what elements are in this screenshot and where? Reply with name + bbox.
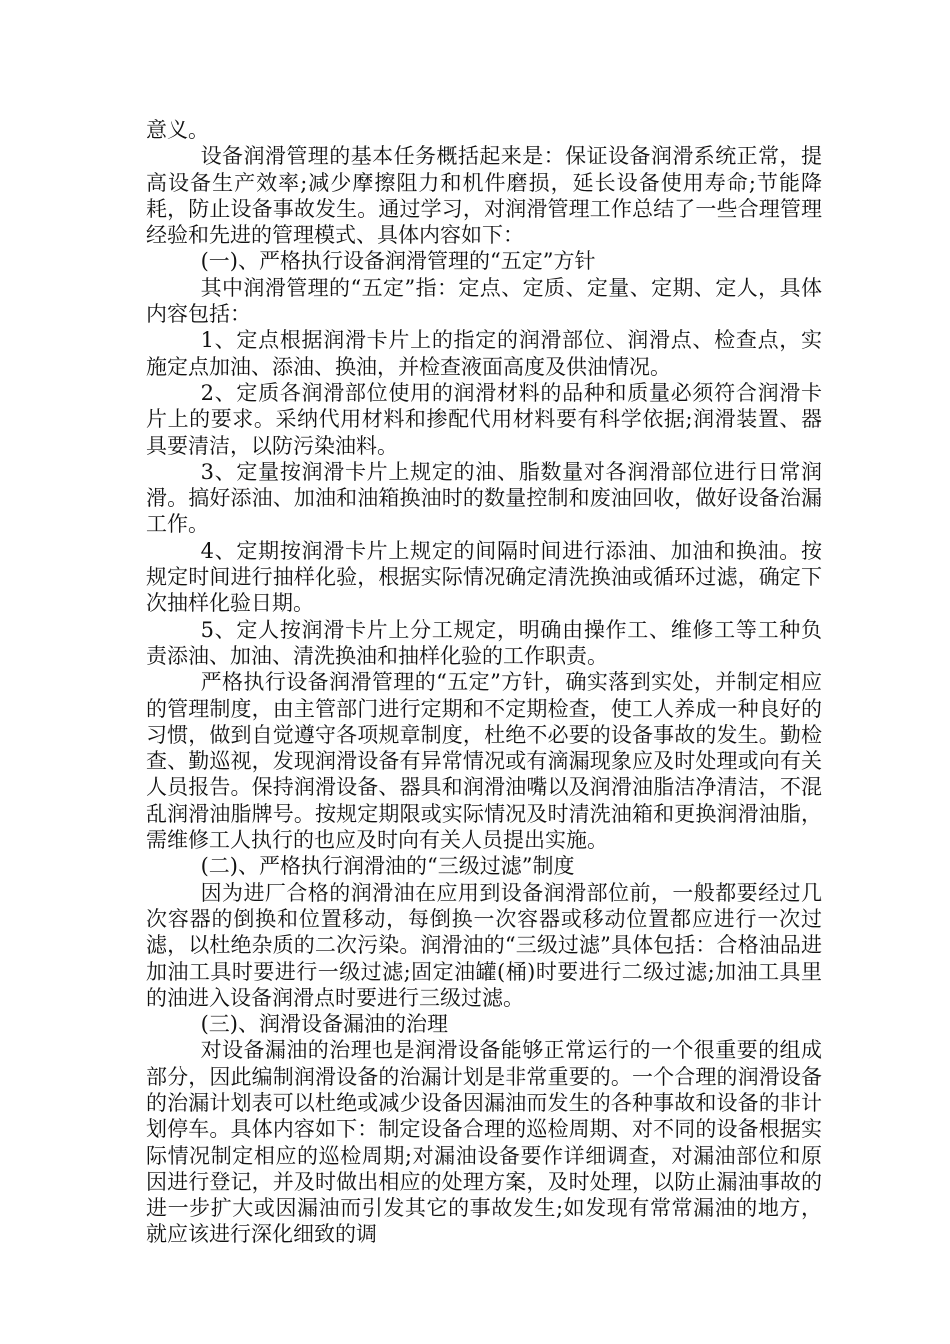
paragraph-continuation: 意义。 xyxy=(146,118,209,142)
list-item-fixed-point: 1、定点根据润滑卡片上的指定的润滑部位、润滑点、检查点，实施定点加油、添油、换油，并检查液面高度及供油情况。 xyxy=(146,328,822,379)
section-heading-five-fixed: (一)、严格执行设备润滑管理的“五定”方针 xyxy=(200,249,596,274)
section-heading-three-filtration: (二)、严格执行润滑油的“三级过滤”制度 xyxy=(200,854,575,879)
list-item-fixed-period: 4、定期按润滑卡片上规定的间隔时间进行添油、加油和换油。按规定时间进行抽样化验，根据实际情况确定清洗换油或循环过滤，确定下次抽样化验日期。 xyxy=(146,538,822,616)
list-item-fixed-quality: 2、定质各润滑部位使用的润滑材料的品种和质量必须符合润滑卡片上的要求。采纳代用材料和掺配代用材料要有科学依据;润滑装置、器具要清洁，以防污染油料。 xyxy=(146,380,822,458)
paragraph-lubrication-tasks: 设备润滑管理的基本任务概括起来是：保证设备润滑系统正常，提高设备生产效率;减少摩擦阻力和机件磨损，延长设备使用寿命;节能降耗，防止设备事故发生。通过学习，对润滑管理工作总结了一些合理管理经验和先进的管理模式、具体内容如下： xyxy=(146,144,822,248)
paragraph-five-fixed-execution: 严格执行设备润滑管理的“五定”方针，确实落到实处，并制定相应的管理制度，由主管部门进行定期和不定期检查，使工人养成一种良好的习惯，做到自觉遵守各项规章制度，杜绝不必要的设备事故的发生。勤检查、勤巡视，发现润滑设备有异常情况或有滴漏现象应及时处理或向有关人员报告。保持润滑设备、器具和润滑油嘴以及润滑油脂洁净清洁，不混乱润滑油脂牌号。按规定期限或实际情况及时清洗油箱和更换润滑油脂，需维修工人执行的也应及时向有关人员提出实施。 xyxy=(146,670,822,853)
paragraph-three-filtration: 因为进厂合格的润滑油在应用到设备润滑部位前，一般都要经过几次容器的倒换和位置移动，每倒换一次容器或移动位置都应进行一次过滤，以杜绝杂质的二次污染。润滑油的“三级过滤”具体包括：合格油品进加油工具时要进行一级过滤;固定油罐(桶)时要进行二级过滤;加油工具里的油进入设备润滑点时要进行三级过滤。 xyxy=(146,880,822,1010)
document-body xyxy=(146,117,822,1248)
paragraph-leak-treatment: 对设备漏油的治理也是润滑设备能够正常运行的一个很重要的组成部分，因此编制润滑设备的治漏计划是非常重要的。一个合理的润滑设备的治漏计划表可以杜绝或减少设备因漏油而发生的各种事故和设备的非计划停车。具体内容如下：制定设备合理的巡检周期、对不同的设备根据实际情况制定相应的巡检周期;对漏油设备要作详细调查，对漏油部位和原因进行登记，并及时做出相应的处理方案，及时处理，以防止漏油事故的进一步扩大或因漏油而引发其它的事故发生;如发现有常常漏油的地方，就应该进行深化细致的调 xyxy=(146,1038,822,1247)
paragraph-five-fixed-intro: 其中润滑管理的“五定”指：定点、定质、定量、定期、定人，具体内容包括： xyxy=(146,275,822,327)
section-heading-leak-treatment: (三)、润滑设备漏油的治理 xyxy=(200,1012,448,1037)
list-item-fixed-quantity: 3、定量按润滑卡片上规定的油、脂数量对各润滑部位进行日常润滑。搞好添油、加油和油箱换油时的数量控制和废油回收，做好设备治漏工作。 xyxy=(146,459,822,537)
list-item-fixed-person: 5、定人按润滑卡片上分工规定，明确由操作工、维修工等工种负责添油、加油、清洗换油和抽样化验的工作职责。 xyxy=(146,617,822,668)
